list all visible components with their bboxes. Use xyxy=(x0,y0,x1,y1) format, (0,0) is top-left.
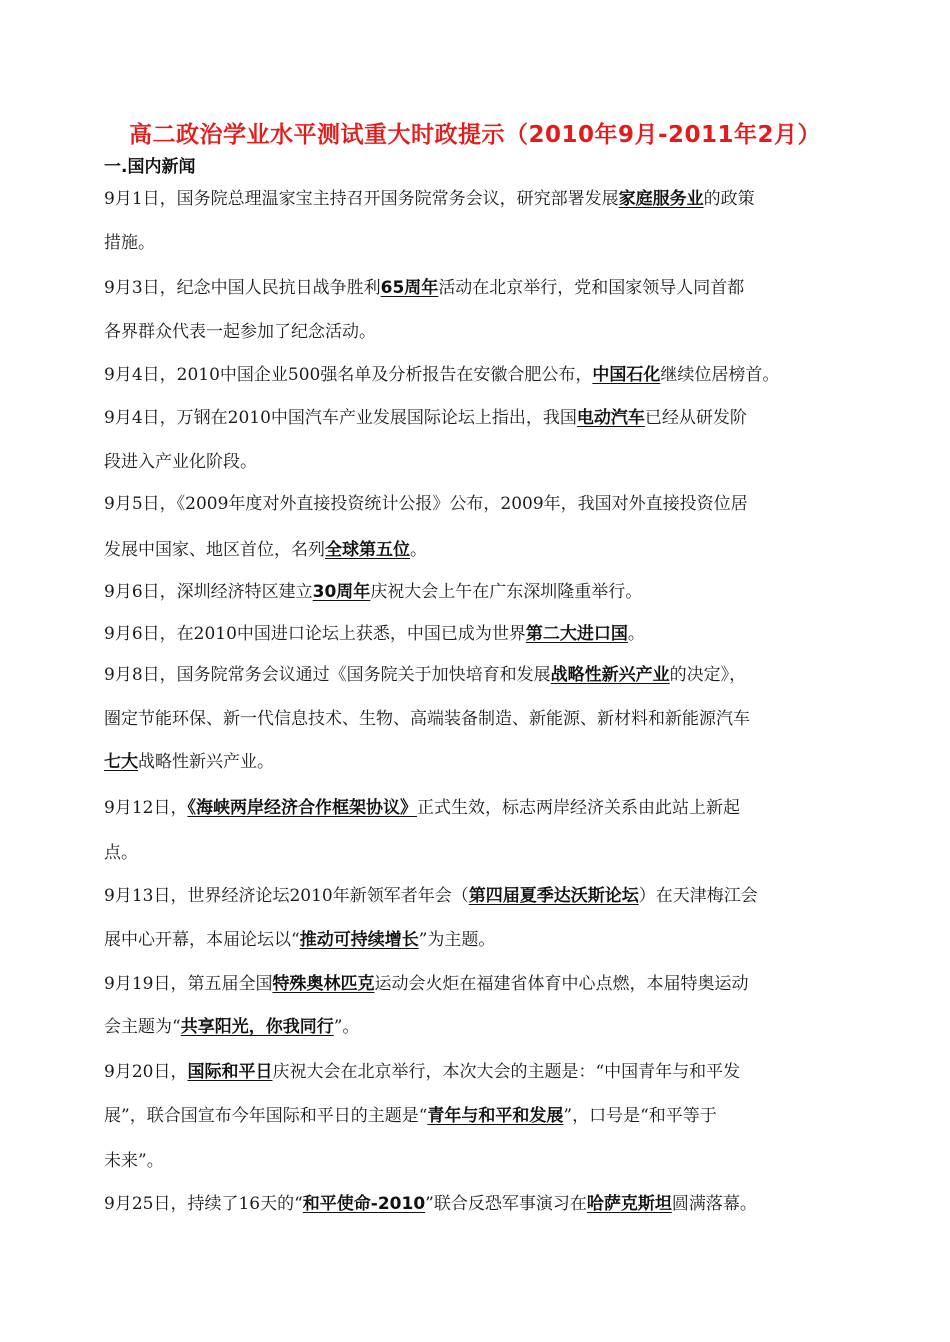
paragraph-line xyxy=(104,321,376,343)
line-text: 9月4日，2010中国企业500强名单及分析报告在安徽合肥公布， xyxy=(104,365,593,385)
keyword-highlight: 国际和平日 xyxy=(187,1062,273,1082)
line-text: 继续位居榜首。 xyxy=(660,365,780,385)
paragraph-line xyxy=(104,885,758,907)
line-text: 圆满落幕。 xyxy=(671,1194,757,1214)
paragraph-line xyxy=(104,623,645,645)
line-text: 9月25日，持续了16天的“ xyxy=(104,1194,303,1214)
line-text: 9月13日，世界经济论坛2010年新领军者年会（ xyxy=(104,886,469,906)
paragraph-line xyxy=(104,929,495,951)
paragraph-line xyxy=(104,232,155,254)
line-text: ”。 xyxy=(333,1017,360,1037)
line-text: 9月6日，在2010中国进口论坛上获悉，中国已成为世界 xyxy=(104,624,526,644)
line-text: ”联合反恐军事演习在 xyxy=(425,1194,587,1214)
keyword-highlight: 全球第五位 xyxy=(325,540,410,560)
line-text: 。 xyxy=(627,624,645,644)
line-text: 已经从研发阶 xyxy=(644,408,747,428)
page-title: 高二政治学业水平测试重大时政提示（2010年9月-2011年2月） xyxy=(128,122,822,148)
line-text: 活动在北京举行，党和国家领导人同首都 xyxy=(438,278,745,298)
paragraph-line xyxy=(104,1193,757,1215)
line-text: 圈定节能环保、新一代信息技术、生物、高端装备制造、新能源、新材料和新能源汽车 xyxy=(104,709,750,729)
line-text: 庆祝大会上午在广东深圳隆重举行。 xyxy=(370,582,643,602)
paragraph-line xyxy=(104,1061,740,1083)
paragraph-line xyxy=(104,493,748,515)
line-text: 的政策 xyxy=(703,189,755,209)
line-text: 各界群众代表一起参加了纪念活动。 xyxy=(104,322,376,342)
keyword-highlight: 推动可持续增长 xyxy=(299,930,419,950)
paragraph-line xyxy=(104,581,642,603)
line-text: 9月8日，国务院常务会议通过《国务院关于加快培育和发展 xyxy=(104,665,551,685)
line-text: 9月6日，深圳经济特区建立 xyxy=(104,582,313,602)
paragraph-line xyxy=(104,797,740,819)
line-text: 9月19日，第五届全国 xyxy=(104,974,273,994)
line-text: ”，口号是“和平等于 xyxy=(563,1106,717,1126)
keyword-highlight: 七大 xyxy=(104,752,138,772)
line-text: 展”，联合国宣布今年国际和平日的主题是“ xyxy=(104,1106,428,1126)
line-text: 9月5日，《2009年度对外直接投资统计公报》公布，2009年，我国对外直接投资位居 xyxy=(104,494,748,514)
keyword-highlight: 共享阳光，你我同行 xyxy=(180,1017,334,1037)
line-text: 点。 xyxy=(104,843,138,863)
line-text: 段进入产业化阶段。 xyxy=(104,452,257,472)
line-text: 9月4日，万钢在2010中国汽车产业发展国际论坛上指出，我国 xyxy=(104,408,577,428)
keyword-highlight: 哈萨克斯坦 xyxy=(586,1194,672,1214)
paragraph-line xyxy=(104,1016,359,1038)
keyword-highlight: 第二大进口国 xyxy=(525,624,628,644)
line-text: 运动会火炬在福建省体育中心点燃，本届特奥运动 xyxy=(374,974,749,994)
line-text: 展中心开幕，本届论坛以“ xyxy=(104,930,300,950)
paragraph-line xyxy=(104,364,779,386)
paragraph-line xyxy=(104,407,747,429)
line-text: 措施。 xyxy=(104,233,155,253)
line-text: 发展中国家、地区首位，名列 xyxy=(104,540,325,560)
keyword-highlight: 和平使命-2010 xyxy=(302,1194,426,1214)
line-text: ）在天津梅江会 xyxy=(638,886,758,906)
keyword-highlight: 家庭服务业 xyxy=(618,189,704,209)
line-text: ”为主题。 xyxy=(418,930,496,950)
paragraph-line xyxy=(104,451,257,473)
paragraph-line xyxy=(104,664,746,686)
paragraph-line xyxy=(104,842,138,864)
line-text: 庆祝大会在北京举行，本次大会的主题是：“中国青年与和平发 xyxy=(272,1062,741,1082)
paragraph-line xyxy=(104,751,274,773)
line-text: 会主题为“ xyxy=(104,1017,181,1037)
line-text: 9月20日， xyxy=(104,1062,188,1082)
section-heading: 一.国内新闻 xyxy=(104,157,196,177)
line-text: 。 xyxy=(410,540,427,560)
keyword-highlight: 65周年 xyxy=(380,278,439,298)
line-text: 的决定》， xyxy=(669,665,747,685)
line-text: 9月3日，纪念中国人民抗日战争胜利 xyxy=(104,278,381,298)
paragraph-line xyxy=(104,1105,717,1127)
paragraph-line xyxy=(104,973,748,995)
line-text: 正式生效，标志两岸经济关系由此站上新起 xyxy=(416,798,740,818)
line-text: 战略性新兴产业。 xyxy=(138,752,274,772)
paragraph-line xyxy=(104,1150,164,1172)
keyword-highlight: 30周年 xyxy=(312,582,371,602)
paragraph-line xyxy=(104,188,755,210)
paragraph-line xyxy=(104,708,750,730)
keyword-highlight: 特殊奥林匹克 xyxy=(272,974,375,994)
paragraph-line xyxy=(104,277,744,299)
paragraph-line xyxy=(104,539,427,561)
keyword-highlight: 战略性新兴产业 xyxy=(550,665,670,685)
line-text: 9月12日， xyxy=(104,798,188,818)
line-text: 9月1日，国务院总理温家宝主持召开国务院常务会议，研究部署发展 xyxy=(104,189,619,209)
line-text: 未来”。 xyxy=(104,1151,164,1171)
keyword-highlight: 《海峡两岸经济合作框架协议》 xyxy=(187,798,417,818)
keyword-highlight: 第四届夏季达沃斯论坛 xyxy=(468,886,639,906)
keyword-highlight: 电动汽车 xyxy=(576,408,645,428)
keyword-highlight: 青年与和平和发展 xyxy=(427,1106,564,1126)
keyword-highlight: 中国石化 xyxy=(592,365,661,385)
